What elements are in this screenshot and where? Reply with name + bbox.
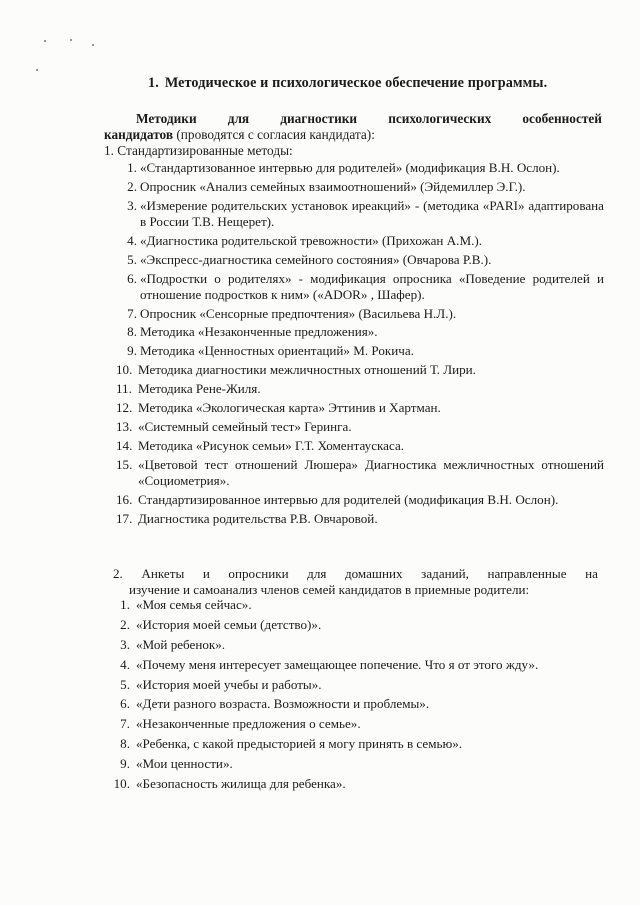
item-text: «Дети разного возраста. Возможности и проблемы». (136, 696, 430, 712)
questionnaire-item (112, 716, 597, 732)
word: для (307, 566, 327, 581)
item-text: «Моя семья сейчас». (136, 597, 252, 612)
item-number: 13. (116, 419, 133, 435)
item-text: Методика «Ценностных ориентаций» М. Рокича. (140, 343, 414, 359)
word: заданий, (421, 566, 469, 581)
item-text: «Цветовой тест отношений Люшера» Диагностика межличностных отношений «Социометрия». (138, 457, 604, 489)
item-number: 6. (127, 270, 137, 286)
questionnaire-item (112, 756, 597, 772)
item-number: 10. (116, 362, 133, 378)
item-text: Методика «Экологическая карта» Эттинив и Хартман. (138, 400, 441, 416)
section-title-text: Методическое и психологическое обеспечение программы. (164, 75, 548, 91)
method-item (104, 179, 604, 195)
method-item (104, 511, 604, 527)
item-number: 7. (127, 305, 137, 321)
scan-speck (44, 40, 46, 42)
item-number: 2. (120, 616, 130, 632)
item-number: 6. (120, 696, 130, 712)
method-item (104, 381, 604, 397)
item-number: 2. (127, 178, 137, 194)
method-item (104, 198, 604, 230)
section-number: 1. (148, 75, 159, 91)
item-text: Методика «Рисунок семьи» Г.Т. Хоментаускаса. (138, 438, 405, 454)
word: опросники (228, 566, 289, 581)
word: Анкеты (141, 566, 185, 581)
item-number: 14. (116, 438, 133, 454)
item-number: 5. (127, 251, 137, 267)
questionnaire-item (112, 736, 597, 752)
intro-tail: (проводятся с согласия кандидата): (173, 127, 375, 142)
item-text: «История моей семьи (детство)». (136, 616, 322, 632)
item-text: «Мои ценности». (136, 756, 233, 772)
word: и (202, 566, 210, 581)
section-title (148, 75, 588, 92)
method-item (104, 492, 604, 508)
questionnaire-item (112, 617, 597, 633)
scan-speck (36, 69, 38, 71)
item-number: 4. (120, 656, 130, 672)
item-number: 3. (127, 197, 137, 213)
item-text: Методика «Незаконченные предложения». (140, 324, 378, 340)
item-number: 1. (127, 160, 137, 175)
intro-line (104, 111, 602, 127)
word: психологических (388, 111, 492, 126)
section2-line (113, 566, 598, 582)
item-number: 7. (120, 716, 130, 732)
intro-bold-word: кандидатов (104, 127, 174, 142)
questionnaire-item (112, 657, 597, 673)
item-text: «Почему меня интересует замещающее попечение. Что я от этого жду». (136, 656, 539, 672)
item-number: 5. (120, 676, 130, 692)
word: на (585, 566, 598, 581)
questionnaire-item (112, 677, 597, 693)
scan-speck (70, 39, 72, 41)
word: для (227, 111, 250, 126)
section2-paragraph (113, 566, 598, 598)
section2-line: изучение и самоанализ членов семей кандидатов в приемные родители: (129, 582, 530, 597)
item-number: 8. (127, 324, 137, 340)
word: 2. (113, 566, 123, 581)
item-text: «Подростки о родителях» - модификация опросника «Поведение родителей и отношение подростков к ним» («ADOR» , Шафер). (140, 270, 604, 302)
item-text: «Экспресс-диагностика семейного состояния» (Овчарова Р.В.). (140, 251, 492, 267)
method-item (104, 252, 604, 268)
item-text: Диагностика родительства Р.В. Овчаровой. (138, 511, 378, 527)
questionnaire-item (112, 776, 597, 792)
intro-line (104, 127, 602, 143)
item-text: «Системный семейный тест» Геринга. (138, 419, 352, 435)
item-number: 4. (127, 232, 137, 248)
scan-specks (30, 35, 110, 75)
item-number: 17. (116, 511, 133, 527)
item-number: 12. (116, 400, 133, 416)
method-item (104, 400, 604, 416)
item-text: «Диагностика родительской тревожности» (Прихожан А.М.). (140, 232, 482, 248)
method-item (104, 438, 604, 454)
item-number: 1. (120, 597, 130, 612)
item-number: 8. (120, 736, 130, 752)
method-item (104, 324, 604, 340)
method-item (104, 343, 604, 359)
item-text: «Стандартизованное интервью для родителей» (модификация В.Н. Ослон). (140, 160, 560, 175)
method-item (104, 233, 604, 249)
item-text: «Незаконченные предложения о семье». (136, 716, 361, 732)
item-number: 3. (120, 636, 130, 652)
method-item (104, 271, 604, 303)
item-text: Опросник «Анализ семейных взаимоотношений» (Эйдемиллер Э.Г.). (140, 178, 526, 194)
item-number: 9. (127, 343, 137, 359)
standardized-methods-heading: 1. Стандартизированные методы: (104, 143, 293, 158)
method-item (104, 457, 604, 489)
item-text: Опросник «Сенсорные предпочтения» (Васильева Н.Л.). (140, 305, 457, 321)
methods-list (104, 160, 604, 530)
word: диагностики (280, 111, 358, 126)
questionnaire-item (112, 696, 597, 712)
item-number: 10. (113, 776, 130, 792)
item-text: Стандартизированное интервью для родителей (модификация В.Н. Ослон). (138, 492, 559, 508)
scan-speck (92, 44, 94, 46)
word: особенностей (522, 111, 602, 126)
item-text: Методика диагностики межличностных отношений Т. Лири. (138, 362, 476, 378)
word: Методики (136, 111, 197, 126)
method-item (104, 306, 604, 322)
item-number: 11. (116, 381, 132, 397)
questionnaire-list (112, 597, 597, 796)
method-item (104, 362, 604, 378)
method-item (104, 160, 604, 176)
item-number: 15. (116, 457, 133, 473)
questionnaire-item (112, 637, 597, 653)
item-text: «Безопасность жилища для ребенка». (136, 776, 346, 792)
item-text: «Ребенка, с какой предысторией я могу принять в семью». (136, 736, 463, 752)
intro-paragraph (104, 111, 602, 143)
word: направленные (487, 566, 567, 581)
item-text: Методика Рене-Жиля. (138, 381, 261, 397)
method-item (104, 419, 604, 435)
item-text: «Мой ребенок». (136, 636, 226, 652)
questionnaire-item (112, 597, 597, 613)
item-text: «История моей учебы и работы». (136, 676, 322, 692)
item-text: «Измерение родительских установок иреакций» - (методика «PARI» адаптирована в России Т.В. Нещерет). (140, 197, 604, 229)
item-number: 16. (116, 492, 133, 508)
word: домашних (344, 566, 403, 581)
item-number: 9. (120, 756, 130, 772)
